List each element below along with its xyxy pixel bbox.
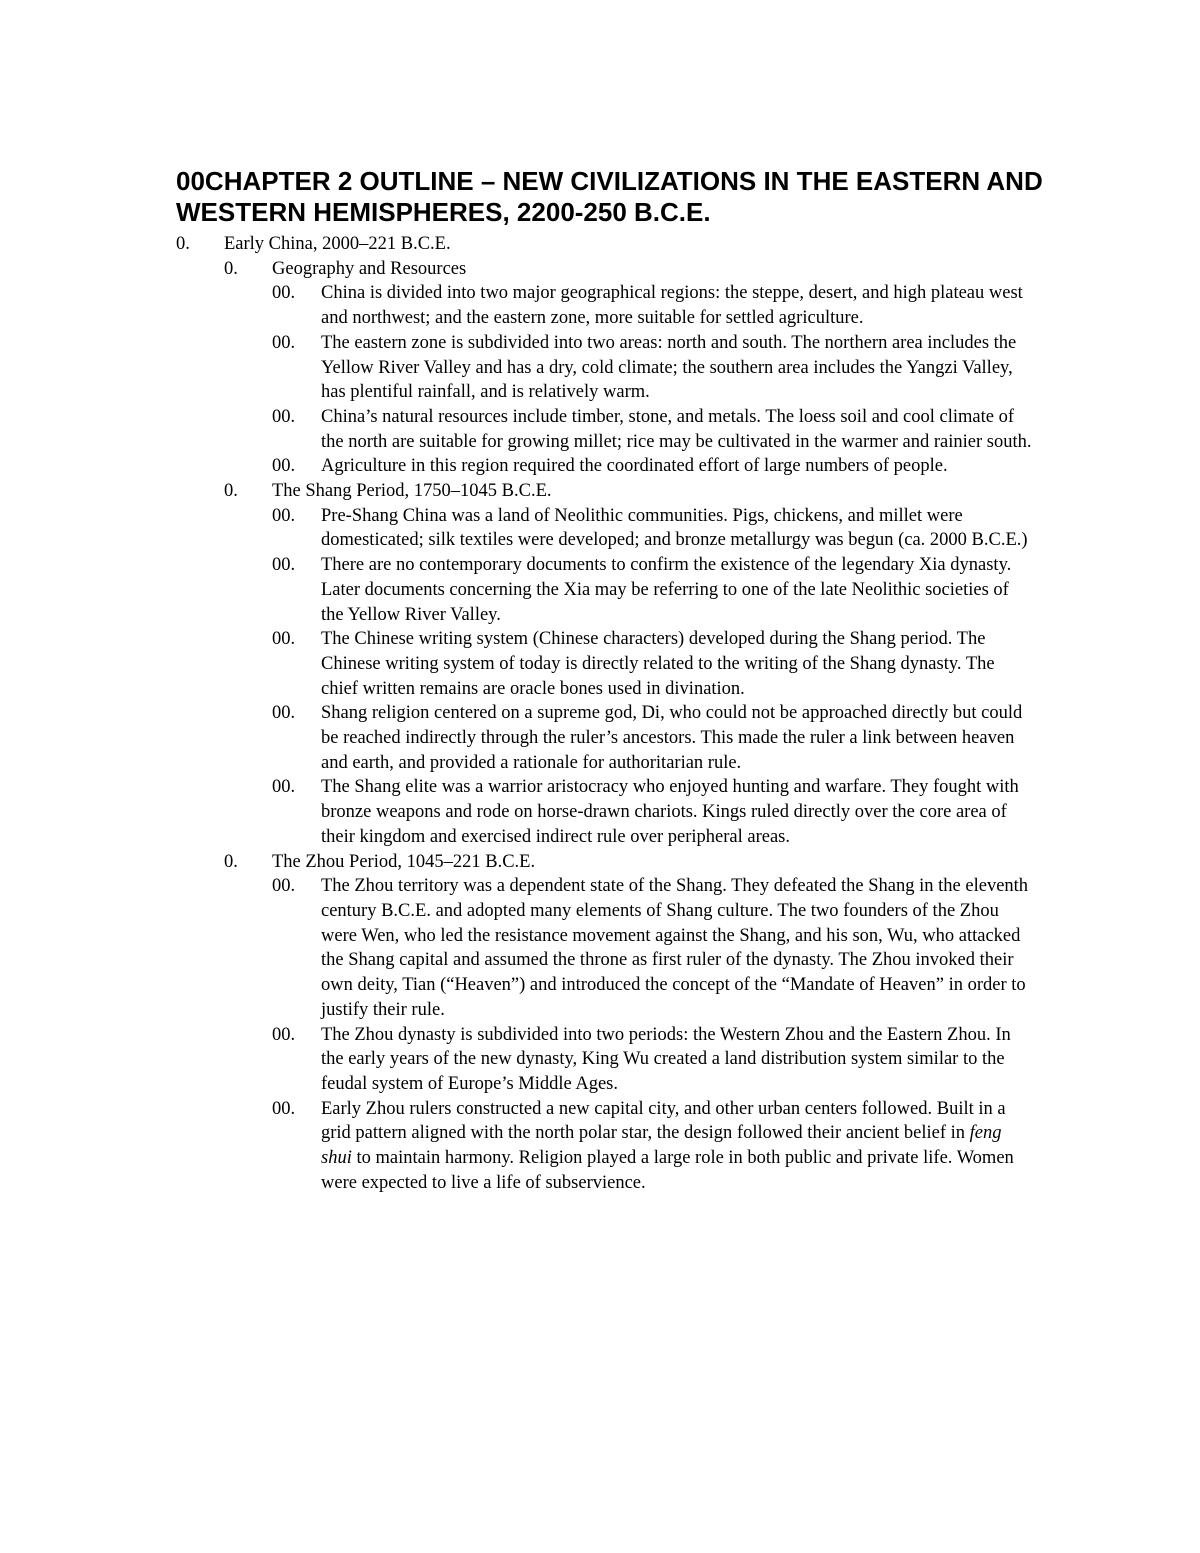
subsection-number: 0.: [224, 481, 238, 502]
point-number: 00.: [272, 283, 296, 304]
subsection-number: 0.: [224, 258, 238, 279]
point-number: 00.: [272, 1024, 296, 1045]
point-number: 00.: [272, 777, 296, 798]
outline-point: [176, 775, 1036, 849]
point-text-before: Early Zhou rulers constructed a new capital city, and other urban centers followed. Built in a grid pattern aligned with the north polar star, the design followed their ancient belief in: [321, 1098, 1006, 1144]
point-text-after: to maintain harmony. Religion played a large role in both public and private life. Women were expected to live a life of subservience.: [321, 1148, 1014, 1193]
subsection-heading: [176, 257, 1036, 282]
section-heading: [176, 232, 1036, 257]
point-text: Agriculture in this region required the coordinated effort of large numbers of people.: [321, 456, 948, 477]
point-text: China is divided into two major geographical regions: the steppe, desert, and high plateau west and northwest; and the eastern zone, more suitable for settled agriculture.: [321, 283, 1023, 329]
point-text: The eastern zone is subdivided into two areas: north and south. The northern area includes the Yellow River Valley and has a dry, cold climate; the southern area includes the Yangzi Valley, has plentiful rainfall, and is relatively warm.: [321, 332, 1017, 403]
outline-point: [176, 874, 1036, 1022]
point-number: 00.: [272, 629, 296, 650]
outline-point: [176, 1097, 1036, 1196]
outline-point: [176, 553, 1036, 627]
subsection-heading: [176, 850, 1036, 875]
outline-point: [176, 331, 1036, 405]
outline-point: [176, 454, 1036, 479]
point-number: 00.: [272, 505, 296, 526]
point-number: 00.: [272, 406, 296, 427]
point-number: 00.: [272, 703, 296, 724]
point-number: 00.: [272, 456, 296, 477]
outline-point: [176, 1023, 1036, 1097]
section-title: Early China, 2000–221 B.C.E.: [224, 234, 451, 254]
subsection-number: 0.: [224, 851, 238, 872]
subsection-title: The Shang Period, 1750–1045 B.C.E.: [272, 481, 552, 502]
point-text: There are no contemporary documents to confirm the existence of the legendary Xia dynasty. Later documents concerning the Xia may be referring to one of the late Neolithic societies of the Yellow River Valley.: [321, 555, 1012, 625]
point-text: Shang religion centered on a supreme god, Di, who could not be approached directly but could be reached indirectly through the ruler’s ancestors. This made the ruler a link between heaven and earth, and provided a rationale for authoritarian rule.: [321, 703, 1023, 773]
outline: [176, 232, 1036, 1195]
subsection-title: Geography and Resources: [272, 258, 467, 279]
outline-point: [176, 281, 1036, 330]
outline-point: [176, 405, 1036, 454]
point-text: China’s natural resources include timber, stone, and metals. The loess soil and cool climate of the north are suitable for growing millet; rice may be cultivated in the warmer and rainier south.: [321, 406, 1032, 452]
point-text: The Shang elite was a warrior aristocracy who enjoyed hunting and warfare. They fought with bronze weapons and rode on horse-drawn chariots. Kings ruled directly over the core area of their kingdom and exercised indirect rule over peripheral areas.: [321, 777, 1019, 847]
point-text-italic: feng shui: [321, 1123, 1002, 1169]
point-text: The Zhou dynasty is subdivided into two periods: the Western Zhou and the Eastern Zhou. In the early years of the new dynasty, King Wu created a land distribution system similar to the feudal system of Europe’s Middle Ages.: [321, 1024, 1011, 1094]
outline-point: [176, 504, 1036, 553]
outline-point: [176, 701, 1036, 775]
outline-point: [176, 627, 1036, 701]
point-text: Pre-Shang China was a land of Neolithic communities. Pigs, chickens, and millet were domesticated; silk textiles were developed; and bronze metallurgy was begun (ca. 2000 B.C.E.): [321, 505, 1028, 551]
point-number: 00.: [272, 332, 296, 353]
point-number: 00.: [272, 876, 296, 897]
subsection-title: The Zhou Period, 1045–221 B.C.E.: [272, 851, 536, 872]
point-text: The Zhou territory was a dependent state of the Shang. They defeated the Shang in the eleventh century B.C.E. and adopted many elements of Shang culture. The two founders of the Zhou were Wen, who led the resistance movement against the Shang, and his son, Wu, who attacked the Shang capital and assumed the throne as first ruler of the dynasty. The Zhou invoked their own deity, Tian (“Heaven”) and introduced the concept of the “Mandate of Heaven” in order to justify their rule.: [321, 876, 1029, 1020]
subsection-heading: [176, 479, 1036, 504]
point-number: 00.: [272, 1098, 296, 1119]
point-number: 00.: [272, 555, 296, 576]
point-text: The Chinese writing system (Chinese characters) developed during the Shang period. The Chinese writing system of today is directly related to the writing of the Shang dynasty. The chief written remains are oracle bones used in divination.: [321, 629, 995, 699]
document-title: 00CHAPTER 2 OUTLINE – NEW CIVILIZATIONS IN THE EASTERN AND WESTERN HEMISPHERES, 2200-250 B.C.E.: [176, 166, 1043, 227]
section-number: 0.: [176, 234, 190, 254]
